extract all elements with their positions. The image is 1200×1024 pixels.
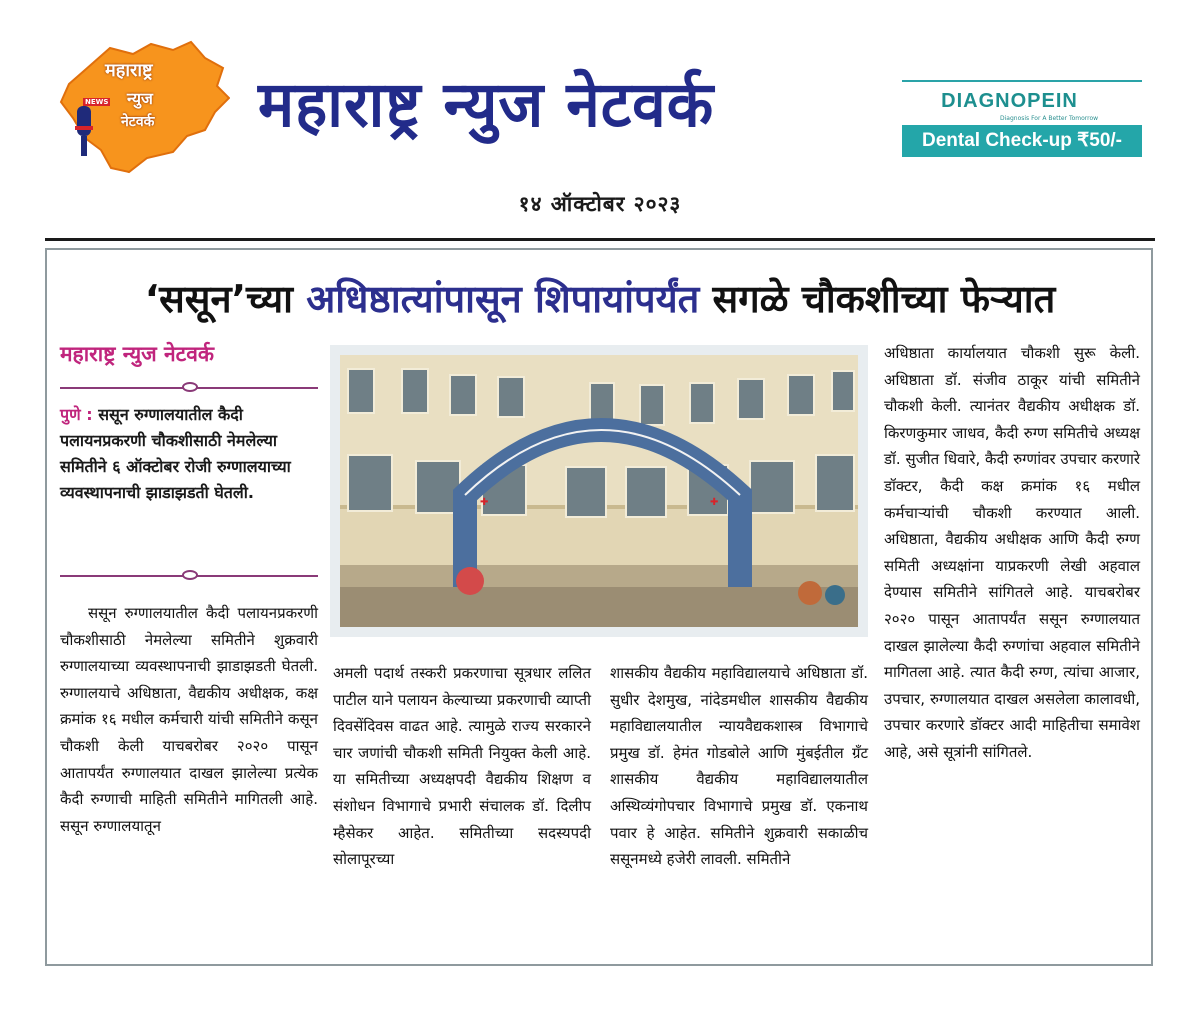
article-photo [330,345,868,637]
article-byline: महाराष्ट्र न्युज नेटवर्क [60,342,215,366]
ad-brand-name: DIAGNOPEIN [941,90,1078,112]
article-headline [0,272,1200,324]
masthead-divider [45,238,1155,241]
headline-part-3: सगळे चौकशीच्या फेऱ्यात [699,277,1056,321]
brand-logo [55,40,230,180]
summary-text: ससून रुग्णालयातील कैदी पलायनप्रकरणी चौकशीसाठी नेमलेल्या समितीने ६ ऑक्टोबर रोजी रुग्णालयाच्या व्यवस्थापनाची झाडाझडती घेतली. [60,405,291,502]
logo-line-3: नेटवर्क [121,114,155,130]
logo-line-2: न्युज [127,89,153,108]
svg-text:✚: ✚ [710,497,719,508]
headline-part-2: अधिष्ठात्यांपासून शिपायांपर्यंत [306,277,700,321]
ornament-icon [182,382,198,392]
ad-offer-banner: Dental Check-up ₹50/- [902,125,1142,157]
article-body-column-1: ससून रुग्णालयातील कैदी पलायनप्रकरणी चौकशीसाठी नेमलेल्या समितीने शुक्रवारी रुग्णालयाच्या व्यवस्थापनाची झाडाझडती घेतली. रुग्णालयाचे अधिष्ठाता, वैद्यकीय अधीक्षक, कक्ष क्रमांक १६ मधील कर्मचारी यांची समितीने कसून चौकशी केली याचबरोबर २०२० पासून आतापर्यंत रुग्णालयात दाखल झालेल्या प्रत्येक कैदी रुग्णाची माहिती समितीने मागितली आहे. ससून रुग्णालयातून [60,604,318,835]
ad-divider [902,80,1142,82]
ornament-icon [182,570,198,580]
headline-part-1: ‘ससून’च्या [144,277,307,321]
article-body-column-4: अधिष्ठाता कार्यालयात चौकशी सुरू केली. अधिष्ठाता डॉ. संजीव ठाकूर यांची समितीने चौकशी केली. त्यानंतर वैद्यकीय अधीक्षक डॉ. किरणकुमार जाधव, कैदी रुग्ण समितीचे अध्यक्ष डॉ. सुजीत धिवारे, कैदी रुग्णांवर उपचार करणारे डॉक्टर, कैदी कक्ष क्रमांक १६ मधील कर्मचाऱ्यांची चौकशी करण्यात आली. अधिष्ठाता, वैद्यकीय अधीक्षक आणि कैदी रुग्ण समिती अध्यक्षांना याप्रकरणी लेखी अहवाल देण्यास समितीने सांगितले आहे. याचबरोबर २०२० पासून आतापर्यंत ससून रुग्णालयात दाखल झालेल्या कैदी रुग्णांचा अहवाल समितीने मागितला आहे. त्यात कैदी रुग्ण, त्यांचा आजार, उपचार, रुग्णालयात दाखल असलेला कालावधी, उपचार करणारे डॉक्टर आदी माहितीचा समावेश आहे, असे सूत्रांनी सांगितले. [884,344,1140,761]
ad-tagline: Diagnosis For A Better Tomorrow [1000,115,1099,122]
article-body-column-2: अमली पदार्थ तस्करी प्रकरणाचा सूत्रधार ललित पाटील याने पलायन केल्याच्या प्रकरणाची व्याप्ती दिवसेंदिवस वाढत आहे. त्यामुळे राज्य सरकारने चार जणांची चौकशी समिती नियुक्त केली आहे. या समितीच्या अध्यक्षपदी वैद्यकीय शिक्षण व संशोधन विभागाचे प्रभारी संचालक डॉ. दिलीप म्हैसेकर आहेत. समितीच्या सदस्यपदी सोलापूरच्या [333,664,591,869]
masthead-title: महाराष्ट्र न्युज नेटवर्क [258,68,715,141]
issue-date: १४ ऑक्टोबर २०२३ [518,192,682,216]
dateline-place: पुणे : [60,405,99,424]
advertisement[interactable] [902,80,1142,158]
svg-text:✚: ✚ [480,497,489,508]
article-summary [60,402,318,506]
hospital-building-image [340,355,858,627]
article-body-column-3: शासकीय वैद्यकीय महाविद्यालयाचे अधिष्ठाता डॉ. सुधीर देशमुख, नांदेडमधील शासकीय वैद्यकीय महाविद्यालयातील न्यायवैद्यकशास्त्र विभागाचे प्रमुख डॉ. हेमंत गोडबोले आणि मुंबईतील ग्रँट शासकीय वैद्यकीय महाविद्यालयातील अस्थिव्यंगोपचार विभागाचे प्रमुख डॉ. एकनाथ पवार हे आहेत. समितीने शुक्रवारी सकाळीच ससूनमध्ये हजेरी लावली. समितीने [610,664,868,869]
logo-news-badge: NEWS [85,98,109,106]
logo-line-1: महाराष्ट्र [105,60,153,81]
